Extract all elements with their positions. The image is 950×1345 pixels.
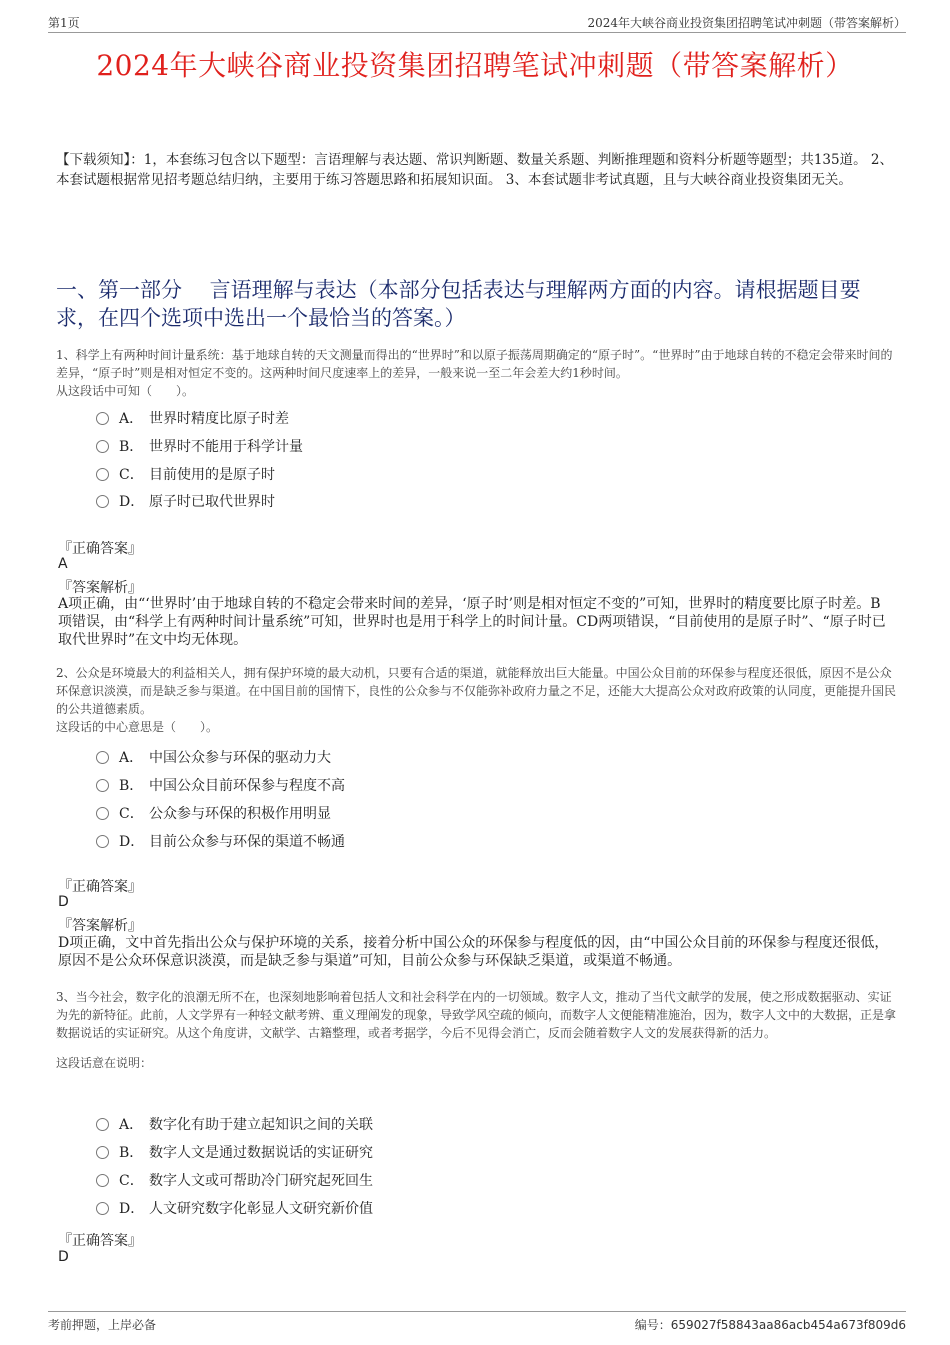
question-text: 2、公众是环境最大的利益相关人，拥有保护环境的最大动机，只要有合适的渠道，就能释放出巨大能量。中国公众目前的环保参与程度还很低，原因不是公众环保意识淡漠，而是缺乏参与渠道。在中国目前的国情下，良性的公众参与不仅能弥补政府力量之不足，还能大大提高公众对政府政策的认同度，更能提升国民的公共道德素质。	[56, 666, 897, 716]
page-title: 2024年大峡谷商业投资集团招聘笔试冲刺题（带答案解析）	[96, 49, 854, 82]
radio-icon[interactable]	[96, 468, 109, 481]
question-prompt: 从这段话中可知（ ）。	[56, 384, 195, 398]
answer-value: A	[58, 556, 68, 572]
option-3a[interactable]: A． 数字化有助于建立起知识之间的关联	[96, 1115, 373, 1135]
question-prompt: 这段话意在说明：	[56, 1056, 153, 1070]
option-1c[interactable]: C． 目前使用的是原子时	[96, 465, 275, 485]
option-3b[interactable]: B． 数字人文是通过数据说话的实证研究	[96, 1143, 373, 1163]
option-3c[interactable]: C． 数字人文或可帮助冷门研究起死回生	[96, 1171, 373, 1191]
header-doc-title: 2024年大峡谷商业投资集团招聘笔试冲刺题（带答案解析）	[587, 16, 906, 30]
explain-text: D项正确，文中首先指出公众与保护环境的关系，接着分析中国公众的环保参与程度低的因，由“中国公众目前的环保参与程度还很低，原因不是公众环保意识淡漠，而是缺乏参与渠道”可知，目前公众参与环保缺乏渠道，或渠道不畅通。	[58, 935, 889, 969]
option-2a[interactable]: A． 中国公众参与环保的驱动力大	[96, 748, 331, 768]
question-2	[56, 664, 896, 736]
option-2c[interactable]: C． 公众参与环保的积极作用明显	[96, 804, 331, 824]
radio-icon[interactable]	[96, 440, 109, 453]
option-1b[interactable]: B． 世界时不能用于科学计量	[96, 437, 303, 457]
answer-label: 『正确答案』	[58, 879, 142, 895]
explain-text: A项正确，由“‘世界时’由于地球自转的不稳定会带来时间的差异，‘原子时’则是相对恒定不变的”可知，世界时的精度要比原子时差。B项错误，由“科学上有两种时间计量系统”可知，世界时也是用于科学上的时间计量。CD两项错误，“目前使用的是原子时”、“原子时已取代世界时”在文中均无体现。	[58, 596, 886, 648]
radio-icon[interactable]	[96, 751, 109, 764]
answer-label: 『正确答案』	[58, 1233, 142, 1249]
option-2d[interactable]: D． 目前公众参与环保的渠道不畅通	[96, 832, 345, 852]
question-text: 1、科学上有两种时间计量系统：基于地球自转的天文测量而得出的“世界时”和以原子振荡周期确定的“原子时”。“世界时”由于地球自转的不稳定会带来时间的差异，“原子时”则是相对恒定不变的。这两种时间尺度速率上的差异，一般来说一至二年会差大约1秒时间。	[56, 348, 893, 380]
explain-label: 『答案解析』	[58, 580, 142, 596]
answer-value: D	[58, 1249, 69, 1265]
answer-label: 『正确答案』	[58, 541, 142, 557]
page-header	[48, 14, 906, 33]
page-number: 第1页	[48, 16, 80, 30]
radio-icon[interactable]	[96, 835, 109, 848]
radio-icon[interactable]	[96, 807, 109, 820]
question-prompt: 这段话的中心意思是（ ）。	[56, 720, 219, 734]
radio-icon[interactable]	[96, 495, 109, 508]
page-footer	[48, 1311, 906, 1336]
question-3	[56, 988, 896, 1072]
question-1	[56, 346, 896, 400]
option-1d[interactable]: D． 原子时已取代世界时	[96, 492, 275, 512]
radio-icon[interactable]	[96, 779, 109, 792]
radio-icon[interactable]	[96, 1174, 109, 1187]
question-text: 3、当今社会，数字化的浪潮无所不在，也深刻地影响着包括人文和社会科学在内的一切领域。数字人文，推动了当代文献学的发展，使之形成数据驱动、实证为先的新特征。此前，人文学界有一种轻文献考辨、重义理阐发的现象，导致学风空疏的倾向，而数字人文便能精准施治，因为，数字人文中的大数据，正是拿数据说话的实证研究。从这个角度讲，文献学、古籍整理，或者考据学，今后不见得会消亡，反而会随着数字人文的发展获得新的活力。	[56, 990, 897, 1040]
option-3d[interactable]: D． 人文研究数字化彰显人文研究新价值	[96, 1199, 373, 1219]
explain-label: 『答案解析』	[58, 918, 142, 934]
option-1a[interactable]: A． 世界时精度比原子时差	[96, 409, 289, 429]
option-2b[interactable]: B． 中国公众目前环保参与程度不高	[96, 776, 345, 796]
doc-code: 编号：659027f58843aa86acb454a673f809d6	[634, 1318, 906, 1332]
answer-value: D	[58, 894, 69, 910]
radio-icon[interactable]	[96, 1118, 109, 1131]
radio-icon[interactable]	[96, 412, 109, 425]
footer-slogan: 考前押题，上岸必备	[48, 1318, 157, 1332]
radio-icon[interactable]	[96, 1202, 109, 1215]
download-notice: 【下载须知】：1，本套练习包含以下题型：言语理解与表达题、常识判断题、数量关系题、判断推理题和资料分析题等题型；共135道。 2、本套试题根据常见招考题总结归纳，主要用于练习答题思路和拓展知识面。 3、本套试题非考试真题，且与大峡谷商业投资集团无关。	[56, 152, 893, 188]
section-heading: 一、第一部分 言语理解与表达（本部分包括表达与理解两方面的内容。请根据题目要求，在四个选项中选出一个最恰当的答案。）	[56, 278, 861, 330]
radio-icon[interactable]	[96, 1146, 109, 1159]
